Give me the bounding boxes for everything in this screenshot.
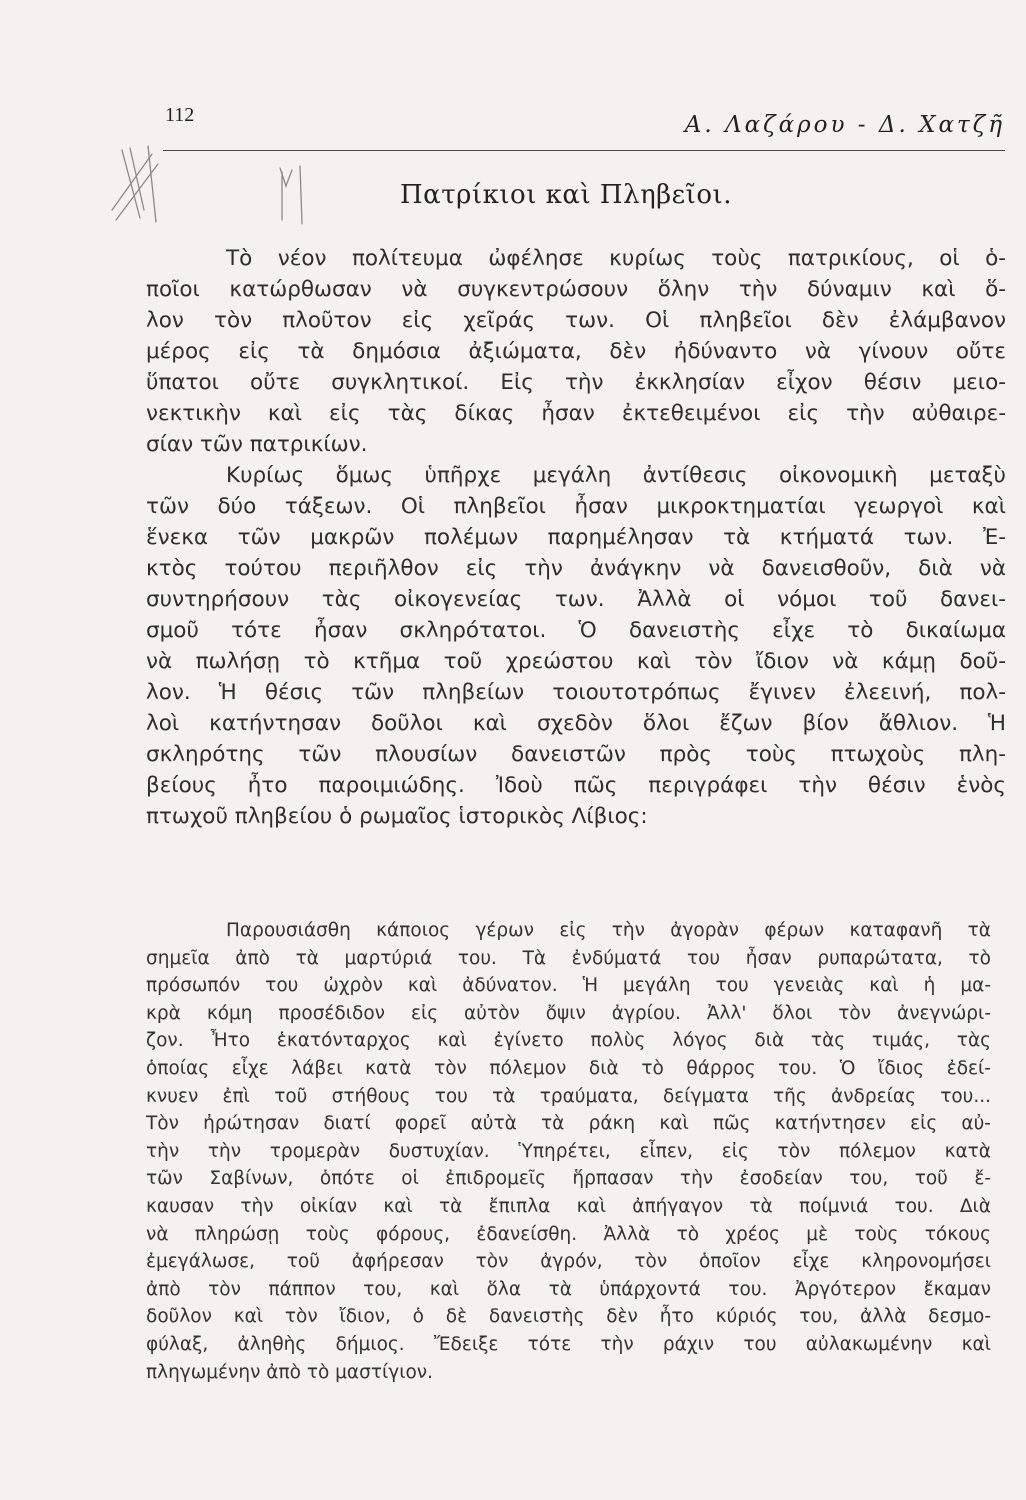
handwritten-margin-marks [100, 140, 360, 230]
main-text [146, 243, 1006, 832]
text-line: ἕνεκα τῶν μακρῶν πολέμων παρημέλησαν τὰ κτήματά των. Ἐ- [146, 525, 1006, 550]
text-line: μέρος εἰς τὰ δημόσια ἀξιώματα, δὲν ἠδύναντο νὰ γίνουν οὔτε [146, 339, 1006, 364]
text-line: λοὶ κατήντησαν δοῦλοι καὶ σχεδὸν ὅλοι ἔζων βίον ἄθλιον. Ἡ [146, 711, 1006, 736]
text-line: νὰ πωλήσῃ τὸ κτῆμα τοῦ χρεώστου καὶ τὸν ἴδιον νὰ κάμῃ δοῦ- [146, 649, 1006, 674]
text-line: πτωχοῦ πληβείου ὁ ρωμαῖος ἱστορικὸς Λίβιος: [146, 804, 648, 829]
page-number: 112 [165, 104, 195, 126]
quote-line: ὁποίας εἶχε λάβει κατὰ τὸν πόλεμον διὰ τὸ θάρρος του. Ὁ ἴδιος ἐδεί- [146, 1057, 991, 1079]
quote-line: ἀπὸ τὸν πάππον του, καὶ ὅλα τὰ ὑπάρχοντά του. Ἀργότερον ἔκαμαν [146, 1278, 991, 1300]
quote-line: καυσαν τὴν οἰκίαν καὶ τὰ ἔπιπλα καὶ ἀπήγαγον τὰ ποίμνιά του. Διὰ [146, 1195, 991, 1217]
quote-line: τῶν Σαβίνων, ὁπότε οἱ ἐπιδρομεῖς ἥρπασαν τὴν ἐσοδείαν του, τοῦ ἔ- [146, 1168, 991, 1190]
text-line: λον. Ἡ θέσις τῶν πληβείων τοιουτοτρόπως ἔγινεν ἐλεεινή, πολ- [146, 680, 1006, 705]
text-line: συντηρήσουν τὰς οἰκογενείας των. Ἀλλὰ οἱ νόμοι τοῦ δανει- [146, 587, 1006, 612]
quote-line: νὰ πληρώσῃ τοὺς φόρους, ἐδανείσθη. Ἀλλὰ τὸ χρέος μὲ τοὺς τόκους [146, 1223, 991, 1245]
text-line: Τὸ νέον πολίτευμα ὠφέλησε κυρίως τοὺς πατρικίους, οἱ ὁ- [226, 246, 1006, 271]
text-line: λον τὸν πλοῦτον εἰς χεῖράς των. Οἱ πληβεῖοι δὲν ἐλάμβανον [146, 308, 1006, 333]
text-line: τῶν δύο τάξεων. Οἱ πληβεῖοι ἦσαν μικροκτηματίαι γεωργοὶ καὶ [146, 494, 1006, 519]
text-line: σμοῦ τότε ἦσαν σκληρότατοι. Ὁ δανειστὴς εἶχε τὸ δικαίωμα [146, 618, 1006, 643]
quote-line: Παρουσιάσθη κάποιος γέρων εἰς τὴν ἀγορὰν φέρων καταφανῆ τὰ [226, 920, 991, 941]
quote-line: φύλαξ, ἀληθὴς δήμιος. Ἔδειξε τότε τὴν ράχιν του αὐλακωμένην καὶ [146, 1333, 991, 1355]
text-line: ποῖοι κατώρθωσαν νὰ συγκεντρώσουν ὅλην τὴν δύναμιν καὶ ὅ- [146, 277, 1006, 302]
quote-line: ἐμεγάλωσε, τοῦ ἀφήρεσαν τὸν ἀγρόν, τὸν ὁποῖον εἶχε κληρονομήσει [146, 1251, 991, 1273]
section-title: Πατρίκιοι καὶ Πληβεῖοι. [400, 180, 732, 210]
quote-line: Τὸν ἠρώτησαν διατί φορεῖ αὐτὰ τὰ ράκη καὶ πῶς κατήντησεν εἰς αὐ- [146, 1113, 991, 1135]
text-line: ὕπατοι οὔτε συγκλητικοί. Εἰς τὴν ἐκκλησίαν εἶχον θέσιν μειο- [146, 370, 1006, 395]
quote-line: κρὰ κόμη προσέδιδον εἰς αὐτὸν ὄψιν ἀγρίου. Ἀλλ' ὅλοι τὸν ἀνεγνώρι- [146, 1002, 991, 1024]
text-line: βείους ἦτο παροιμιώδης. Ἰδοὺ πῶς περιγράφει τὴν θέσιν ἑνὸς [146, 773, 1006, 798]
quote-line: κνυεν ἐπὶ τοῦ στήθους του τὰ τραύματα, δείγματα τῆς ἀνδρείας του... [146, 1085, 991, 1107]
text-line: σίαν τῶν πατρικίων. [146, 432, 368, 457]
text-line: Κυρίως ὅμως ὑπῆρχε μεγάλη ἀντίθεσις οἰκονομικὴ μεταξὺ [226, 463, 1006, 488]
quote-line: πρόσωπόν του ὠχρὸν καὶ ἀδύνατον. Ἡ μεγάλη του γενειὰς καὶ ἡ μα- [146, 975, 991, 997]
text-line: κτὸς τούτου περιῆλθον εἰς τὴν ἀνάγκην νὰ δανεισθοῦν, διὰ νὰ [146, 556, 1006, 581]
quote-line: σημεῖα ἀπὸ τὰ μαρτύριά του. Τὰ ἐνδύματά του ἦσαν ρυπαρώτατα, τὸ [146, 947, 991, 969]
quote-line: δοῦλον καὶ τὸν ἴδιον, ὁ δὲ δανειστὴς δὲν ἦτο κύριός του, ἀλλὰ δεσμο- [146, 1306, 991, 1328]
quote-line: τὴν τὴν τρομερὰν δυστυχίαν. Ὑπηρέτει, εἶπεν, εἰς τὸν πόλεμον κατὰ [146, 1140, 991, 1162]
text-line: νεκτικὴν καὶ εἰς τὰς δίκας ἦσαν ἐκτεθειμένοι εἰς τὴν αὐθαιρε- [146, 401, 1006, 426]
quote-line: πληγωμένην ἀπὸ τὸ μαστίγιον. [146, 1361, 433, 1383]
quote-line: ζον. Ἦτο ἑκατόνταρχος καὶ ἐγίνετο πολὺς λόγος διὰ τὰς τιμάς, τὰς [146, 1030, 991, 1052]
running-head: Α. Λαζάρου - Δ. Χατζῆ [684, 112, 1005, 138]
livy-quotation [146, 917, 991, 1386]
text-line: σκληρότης τῶν πλουσίων δανειστῶν πρὸς τοὺς πτωχοὺς πλη- [146, 742, 1006, 767]
